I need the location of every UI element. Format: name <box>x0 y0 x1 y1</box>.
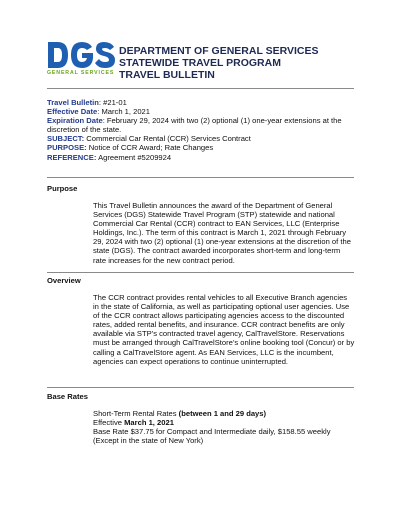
reference-row <box>47 153 357 162</box>
overview-heading: Overview <box>47 276 81 285</box>
base-rates-line-2 <box>93 418 355 427</box>
bulletin-label: Travel Bulletin <box>47 98 99 107</box>
purpose-value: Notice of CCR Award; Rate Changes <box>86 143 214 153</box>
bulletin-number-row <box>47 98 357 107</box>
overview-text: The CCR contract provides rental vehicles to all Executive Branch agencies in the state of California, as well as participating optional user agencies. Use of the CCR contract allows participating agencies access to the discounted rates, added rental benefits, and insurance. CCR contract benefits are only available via STP’s contracted travel agency, CalTravelStore. Reservations must be arranged through CalTravelStore’s online booking tool (Concur) or by calling a CalTravelStore agent. As EAN Services, LLC is the incumbent, agencies can expect operations to continue uninterrupted. <box>93 293 355 366</box>
purpose-heading: Purpose <box>47 184 78 193</box>
effective-prefix: Effective <box>93 418 125 428</box>
short-term-range: (between 1 and 29 days) <box>178 409 267 418</box>
purpose-body <box>93 201 355 265</box>
divider-base-rates <box>47 387 354 388</box>
reference-label: REFERENCE: <box>47 152 97 162</box>
expiration-value: : February 29, 2024 with two (2) optional (1) one-year extensions at the discretion of the state. <box>47 116 342 135</box>
divider-purpose <box>47 177 354 178</box>
purpose-row <box>47 143 357 152</box>
base-rates-line-4: (Except in the state of New York) <box>93 436 204 446</box>
bulletin-value: : #21-01 <box>98 98 127 107</box>
overview-body <box>93 293 355 366</box>
subject-label: SUBJECT: <box>47 134 85 144</box>
header-line-2: STATEWIDE TRAVEL PROGRAM <box>119 57 281 69</box>
purpose-label: PURPOSE: <box>47 143 87 153</box>
reference-value: Agreement #5209924 <box>96 152 172 162</box>
subject-value: Commercial Car Rental (CCR) Services Contract <box>84 134 251 144</box>
divider-top <box>47 88 354 89</box>
effective-value: : March 1, 2021 <box>97 107 150 117</box>
effective-label: Effective Date <box>47 107 98 117</box>
expiration-date-row <box>47 116 357 134</box>
purpose-text: This Travel Bulletin announces the award of the Department of General Services (DGS) Statewide Travel Program (STP) statewide and national Commercial Car Rental (CCR) contract to EAN Services, LLC (Enterprise Holdings, Inc.). The term of this contract is March 1, 2021 through February 29, 2024 with two (2) optional (1) one-year extensions at the discretion of the state (DGS). The contract awarded incorporates short-term and long-term rate increases for the new contract period. <box>93 201 351 265</box>
header-titles <box>119 45 319 81</box>
base-rates-body <box>93 409 355 445</box>
dgs-logo-mark <box>47 41 117 69</box>
header-line-1: DEPARTMENT OF GENERAL SERVICES <box>119 45 319 57</box>
expiration-label: Expiration Date <box>47 116 103 126</box>
short-term-label: Short-Term Rental Rates <box>93 409 179 418</box>
header-line-3: TRAVEL BULLETIN <box>119 69 215 81</box>
effective-date: March 1, 2021 <box>124 418 174 428</box>
base-rates-line-1 <box>93 409 355 418</box>
logo-subtitle: GENERAL SERVICES <box>47 70 115 76</box>
subject-row <box>47 134 357 143</box>
effective-date-row <box>47 107 357 116</box>
bulletin-info <box>47 98 357 162</box>
divider-overview <box>47 272 354 273</box>
base-rates-line-3: Base Rate $37.75 for Compact and Intermediate daily, $158.55 weekly <box>93 427 331 437</box>
base-rates-heading: Base Rates <box>47 392 88 401</box>
dgs-logo <box>47 41 117 76</box>
